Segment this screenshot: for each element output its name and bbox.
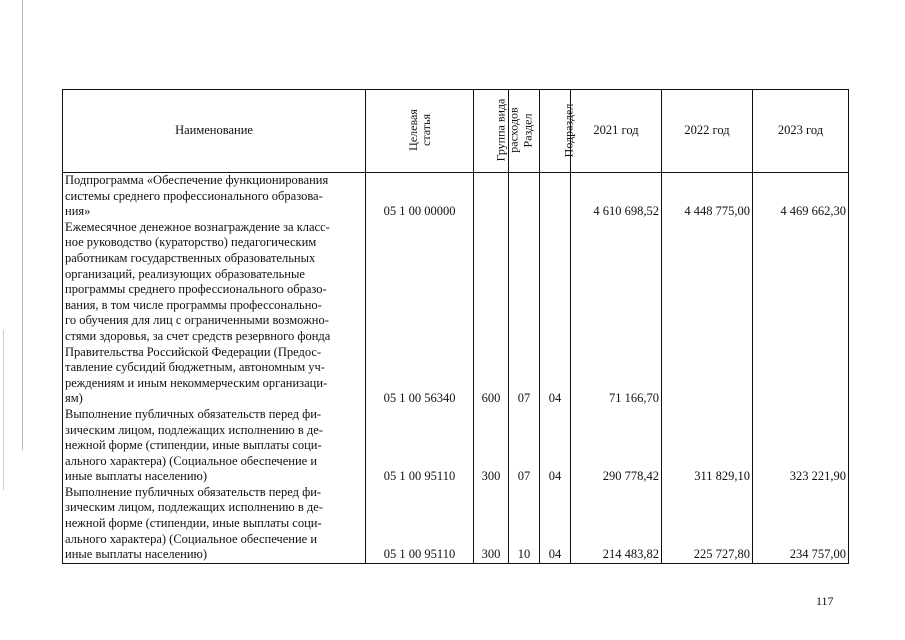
row-section: 10	[509, 485, 540, 563]
row-name-line: Правительства Российской Федерации (Предос-	[65, 344, 322, 359]
row-2021: 290 778,42	[571, 407, 662, 485]
row-2023: 4 469 662,30	[753, 173, 849, 220]
row-name	[63, 220, 366, 407]
row-2023	[753, 220, 849, 407]
row-name-line: Выполнение публичных обязательств перед фи-	[65, 484, 322, 499]
row-name-line: ния»	[65, 204, 91, 219]
row-article: 05 1 00 56340	[366, 220, 474, 407]
table-row	[63, 220, 849, 407]
row-name-line: организаций, реализующих образовательные	[65, 266, 305, 281]
row-2022: 311 829,10	[662, 407, 753, 485]
row-name-line: стями здоровья, за счет средств резервного фонда	[65, 328, 331, 343]
header-group: Группа вида расходов	[474, 90, 509, 173]
row-name-line: реждениям и иным некоммерческим организаци-	[65, 375, 328, 390]
row-name-line: Подпрограмма «Обеспечение функционирования	[65, 173, 329, 187]
row-group: 300	[474, 485, 509, 563]
row-name-line: работникам государственных образовательных	[65, 250, 316, 265]
row-name-line: ное руководство (кураторство) педагогическим	[65, 235, 317, 250]
page-number: 117	[816, 594, 834, 608]
row-2022: 4 448 775,00	[662, 173, 753, 220]
row-section: 07	[509, 407, 540, 485]
table-row	[63, 173, 849, 220]
row-2021: 71 166,70	[571, 220, 662, 407]
row-group	[474, 173, 509, 220]
row-name-line: ального характера) (Социальное обеспечение и	[65, 531, 318, 546]
table-row	[63, 485, 849, 563]
row-name	[63, 485, 366, 563]
row-article: 05 1 00 95110	[366, 407, 474, 485]
header-2021: 2021 год	[571, 90, 662, 173]
row-name-line: вания, в том числе программы профессонально-	[65, 297, 322, 312]
row-2023: 234 757,00	[753, 485, 849, 563]
row-section: 07	[509, 220, 540, 407]
row-name	[63, 407, 366, 485]
row-group: 300	[474, 407, 509, 485]
row-name-line: ального характера) (Социальное обеспечение и	[65, 453, 318, 468]
row-name-line: Выполнение публичных обязательств перед фи-	[65, 406, 322, 421]
header-2022: 2022 год	[662, 90, 753, 173]
row-name-line: тавление субсидий бюджетным, автономным уч-	[65, 360, 325, 375]
row-article: 05 1 00 95110	[366, 485, 474, 563]
header-section: Раздел	[509, 90, 540, 173]
row-name-line: зическим лицом, подлежащих исполнению в де-	[65, 500, 323, 515]
row-name-line: системы среднего профессионального образова-	[65, 188, 323, 203]
row-subsection	[540, 173, 571, 220]
row-2022	[662, 220, 753, 407]
row-section	[509, 173, 540, 220]
row-name-line: ям)	[65, 391, 83, 406]
row-2022: 225 727,80	[662, 485, 753, 563]
row-2021: 214 483,82	[571, 485, 662, 563]
scan-edge-line-left	[3, 330, 4, 490]
row-subsection: 04	[540, 485, 571, 563]
row-2023: 323 221,90	[753, 407, 849, 485]
row-2021: 4 610 698,52	[571, 173, 662, 220]
row-name-line: Ежемесячное денежное вознаграждение за класс-	[65, 219, 330, 234]
row-name-line: зическим лицом, подлежащих исполнению в де-	[65, 422, 323, 437]
row-name-line: го обучения для лиц с ограниченными возможно-	[65, 313, 329, 328]
header-2023: 2023 год	[753, 90, 849, 173]
header-name: Наименование	[63, 90, 366, 173]
row-subsection: 04	[540, 407, 571, 485]
scan-edge-line	[22, 0, 23, 450]
header-row	[63, 90, 849, 173]
row-group: 600	[474, 220, 509, 407]
row-name-line: иные выплаты населению)	[65, 547, 208, 562]
row-article: 05 1 00 00000	[366, 173, 474, 220]
row-name-line: нежной форме (стипендии, иные выплаты соци-	[65, 516, 322, 531]
header-subsection: Подраздел	[540, 90, 571, 173]
table-row	[63, 407, 849, 485]
row-name	[63, 173, 366, 220]
row-name-line: программы среднего профессионального образо-	[65, 282, 327, 297]
row-name-line: иные выплаты населению)	[65, 469, 208, 484]
header-article: Целевая статья	[366, 90, 474, 173]
budget-table	[62, 89, 849, 564]
row-name-line: нежной форме (стипендии, иные выплаты соци-	[65, 438, 322, 453]
row-subsection: 04	[540, 220, 571, 407]
